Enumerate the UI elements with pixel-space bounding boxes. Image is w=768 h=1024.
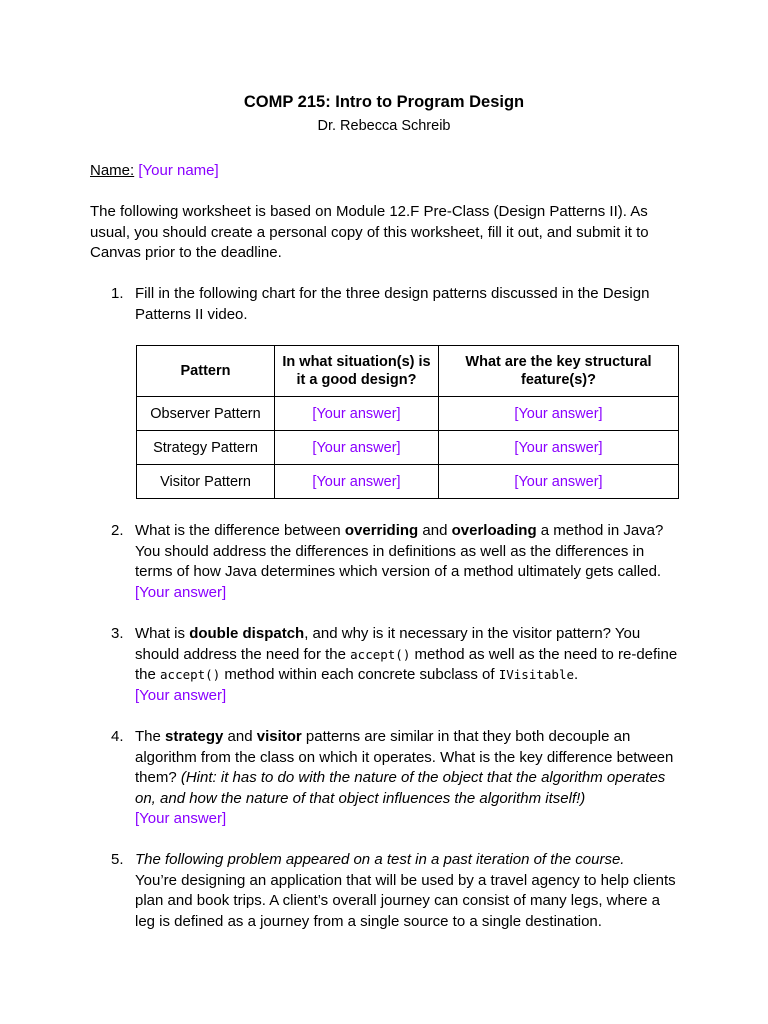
table-row xyxy=(137,465,679,499)
answer-placeholder[interactable]: [Your answer] xyxy=(135,583,227,601)
question-number: 5. xyxy=(111,851,124,868)
table-header-cell: In what situation(s) is it a good design? xyxy=(275,346,439,397)
text-run: and xyxy=(223,728,257,745)
hint-text: (Hint: it has to do with the nature of the object that the algorithm operates on, and how the nature of that object influences the algorithm itself!) xyxy=(135,769,666,807)
question-4 xyxy=(90,727,680,830)
text-run: What is the difference between xyxy=(135,522,345,539)
document-title: COMP 215: Intro to Program Design xyxy=(243,93,525,111)
instructor-name: Dr. Rebecca Schreib xyxy=(317,118,451,134)
answer-cell[interactable]: [Your answer] xyxy=(439,465,679,499)
table-header-cell: What are the key structural feature(s)? xyxy=(439,346,679,397)
text-run: The xyxy=(135,728,166,745)
question-number: 3. xyxy=(111,625,124,642)
pattern-name-cell: Strategy Pattern xyxy=(137,431,275,465)
table-row xyxy=(137,397,679,431)
code-ivisitable: IVisitable xyxy=(498,667,574,683)
name-placeholder[interactable]: [Your name] xyxy=(138,162,219,179)
table-row xyxy=(137,431,679,465)
italic-note: The following problem appeared on a test in a past iteration of the course. xyxy=(135,851,625,868)
pattern-name-cell: Visitor Pattern xyxy=(137,465,275,499)
question-5 xyxy=(90,850,680,932)
text-run: What is xyxy=(135,625,190,642)
answer-placeholder[interactable]: [Your answer] xyxy=(135,686,227,704)
answer-placeholder[interactable]: [Your answer] xyxy=(135,810,227,828)
question-3 xyxy=(90,624,680,706)
answer-cell[interactable]: [Your answer] xyxy=(275,465,439,499)
answer-cell[interactable]: [Your answer] xyxy=(439,431,679,465)
bold-term: overriding xyxy=(344,522,419,539)
bold-term: double dispatch xyxy=(189,625,305,642)
code-accept: accept() xyxy=(350,646,411,662)
text-run: You’re designing an application that will be used by a travel agency to help clients plan and book trips. A client’s overall journey can consist of many legs, where a leg is defined as a journey from a single source to a single destination. xyxy=(135,871,676,930)
question-number: 1. xyxy=(111,285,124,302)
code-accept: accept() xyxy=(160,667,221,683)
name-field xyxy=(90,162,219,179)
text-run: a method in Java? You should address the differences in definitions as well as the differences in terms of how Java determines which version of a method ultimately gets called. xyxy=(135,522,664,581)
design-patterns-table xyxy=(136,345,679,499)
bold-term: overloading xyxy=(451,522,537,539)
question-number: 4. xyxy=(111,728,124,745)
intro-paragraph: The following worksheet is based on Module 12.F Pre-Class (Design Patterns II). As usual, you should create a personal copy of this worksheet, fill it out, and submit it to Canvas prior to the deadline. xyxy=(90,203,649,262)
name-label: Name: xyxy=(90,162,135,179)
answer-cell[interactable]: [Your answer] xyxy=(275,431,439,465)
question-1 xyxy=(90,284,680,325)
text-run: method as well as the need to re-define the xyxy=(135,645,678,684)
bold-term: strategy xyxy=(165,728,224,745)
question-text xyxy=(135,727,680,830)
question-text xyxy=(135,521,680,603)
question-number: 2. xyxy=(111,522,124,539)
question-text: Fill in the following chart for the three design patterns discussed in the Design Patterns II video. xyxy=(135,285,650,323)
text-run: method within each concrete subclass of xyxy=(220,666,499,684)
text-run: patterns are similar in that they both decouple an algorithm from the class on which it operates. What is the key difference between them? xyxy=(135,728,674,787)
question-text xyxy=(135,850,680,932)
answer-cell[interactable]: [Your answer] xyxy=(275,397,439,431)
text-run: and xyxy=(418,522,452,539)
question-text xyxy=(135,624,680,706)
table-header-cell: Pattern xyxy=(137,346,275,397)
question-2 xyxy=(90,521,680,603)
bold-term: visitor xyxy=(256,728,302,745)
answer-cell[interactable]: [Your answer] xyxy=(439,397,679,431)
text-run: , and why is it necessary in the visitor pattern? You should address the need for the xyxy=(135,625,641,663)
text-run: . xyxy=(574,666,579,684)
table-header-row xyxy=(137,346,679,397)
pattern-name-cell: Observer Pattern xyxy=(137,397,275,431)
